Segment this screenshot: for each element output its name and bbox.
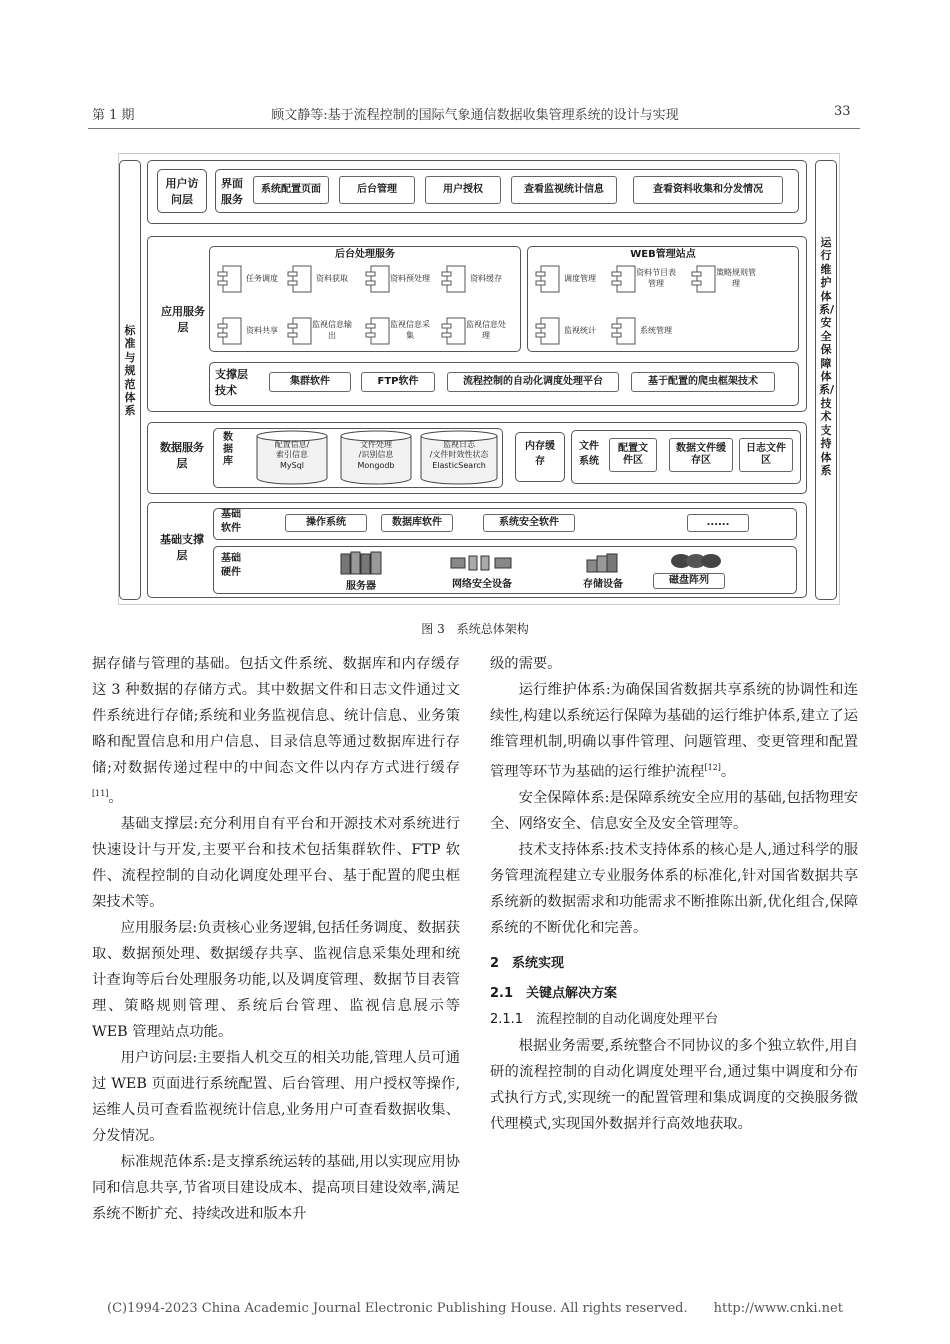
- ref-11: [11]: [92, 789, 109, 798]
- backend-component: [215, 314, 283, 348]
- backend-component-label: 监视信息处理: [466, 320, 506, 340]
- copyright-footer: (C)1994-2023 China Academic Journal Electronic Publishing House. All rights reserved. http://www.cnki.net: [107, 1301, 843, 1316]
- right-p3: 技术支持体系:技术支持体系的核心是人,通过科学的服务管理流程建立专业服务体系的标准化,针对国省数据共享系统新的数据需求和功能需求不断推陈出新,优化组合,保障系统的不断优化和完善。: [490, 841, 858, 936]
- left-p4: 用户访问层:主要指人机交互的相关功能,管理人员可通过 WEB 页面进行系统配置、后台管理、用户授权等操作,运维人员可查看监视统计信息,业务用户可查看数据收集、分发情况。: [92, 1049, 460, 1144]
- ftp-software: FTP软件: [361, 372, 435, 392]
- mysql-cylinder: [255, 430, 329, 486]
- right-column: [490, 651, 858, 1137]
- mongodb-name: Mongodb: [357, 460, 395, 470]
- backend-component-label: 资料缓存: [470, 273, 502, 283]
- support-tech-label: 支撑层技术: [215, 368, 248, 397]
- mysql-line1: 配置信息/: [274, 440, 310, 449]
- mysql-name: MySql: [279, 460, 304, 470]
- sys-config-page: 系统配置页面: [253, 176, 329, 204]
- web-component: [533, 314, 601, 348]
- mongodb-line2: /识别信息: [358, 450, 394, 460]
- ops-label: 运行维护体系/安全保障体系/技术支持体系: [819, 236, 835, 477]
- data-file-cache-area: 数据文件缓存区: [669, 438, 733, 472]
- db-software: 数据库软件: [381, 514, 453, 532]
- web-title: WEB管理站点: [630, 249, 696, 260]
- web-component-label: 监视统计: [564, 325, 596, 335]
- base-layer-label: 基础支撑层: [160, 533, 204, 562]
- right-p4: 根据业务需要,系统整合不同协议的多个独立软件,用自研的流程控制的自动化调度处理平台,通过集中调度和分布式执行方式,实现统一的配置管理和集成调度的交换服务微代理模式,实现国外数据并行高效地获取。: [490, 1037, 858, 1132]
- config-file-area: 配置文件区: [609, 438, 657, 472]
- web-component: [609, 262, 677, 296]
- es-line1: 监视日志: [443, 440, 475, 449]
- memory-cache-label: 内存缓存: [525, 441, 555, 467]
- disk-array-icon: [669, 552, 723, 570]
- right-p1: 运行维护体系:为确保国省数据共享系统的协调性和连续性,构建以系统运行保障为基础的运行维护体系,建立了运维管理机制,明确以事件管理、问题管理、变更管理和配置管理等环节为基础的运行维护流程: [490, 682, 858, 780]
- more-software: ......: [687, 514, 749, 532]
- page-number: 33: [834, 104, 851, 119]
- web-component-label: 系统管理: [640, 325, 672, 335]
- disk-array-label: 磁盘阵列: [653, 573, 725, 589]
- backend-component: [215, 262, 283, 296]
- network-device-icon: [449, 554, 515, 572]
- view-collection-status: 查看资料收集和分发情况: [633, 176, 783, 204]
- issue-number: 第 1 期: [92, 108, 135, 123]
- crawler-framework: 基于配置的爬虫框架技术: [631, 372, 775, 392]
- server-icon: [339, 550, 385, 576]
- file-system-label: 文件系统: [579, 441, 599, 467]
- backend-component: [285, 314, 353, 348]
- web-component: [689, 262, 757, 296]
- figure-caption: 图 3 系统总体架构: [421, 622, 529, 636]
- backend-component-label: 资料预处理: [390, 273, 430, 283]
- base-hardware-label: 基础硬件: [221, 553, 241, 578]
- backend-component: [363, 314, 431, 348]
- backend-component-label: 任务调度: [246, 273, 278, 283]
- left-p2: 基础支撑层:充分利用自有平台和开源技术对系统进行快速设计与开发,主要平台和技术包括集群软件、FTP 软件、流程控制的自动化调度处理平台、基于配置的爬虫框架技术等。: [92, 815, 460, 910]
- backend-component-label: 监视信息采集: [390, 320, 430, 340]
- left-p1: 据存储与管理的基础。包括文件系统、数据库和内存缓存这 3 种数据的存储方式。其中数据文件和日志文件通过文件系统进行存储;系统和业务监视信息、统计信息、业务策略和配置信息和用户信息、目录信息等通过数据库进行存储;对数据传递过程中的中间态文件以内存方式进行缓存: [92, 656, 460, 776]
- left-p3: 应用服务层:负责核心业务逻辑,包括任务调度、数据获取、数据预处理、数据缓存共享、监视信息采集处理和统计查询等后台处理服务功能,以及调度管理、数据节目表管理、策略规则管理、系统后台管理、监视信息展示等 WEB 管理站点功能。: [92, 919, 460, 1040]
- backend-title: 后台处理服务: [335, 249, 395, 260]
- web-component-label: 资料节目表管理: [636, 268, 676, 288]
- elasticsearch-cylinder: [419, 430, 499, 486]
- left-column: [92, 651, 460, 1227]
- backend-admin: 后台管理: [339, 176, 415, 204]
- base-software-label: 基础软件: [221, 509, 241, 534]
- log-file-area: 日志文件区: [739, 438, 793, 472]
- data-layer-label: 数据服务层: [160, 441, 204, 470]
- web-component: [609, 314, 677, 348]
- section-2-heading: 2 系统实现: [490, 955, 565, 971]
- ui-service-label: 界面服务: [221, 177, 243, 206]
- mongodb-line1: 文件处理: [360, 440, 392, 449]
- standards-label: 标准与规范体系: [124, 324, 136, 418]
- backend-component: [439, 314, 507, 348]
- storage-label: 存储设备: [583, 579, 623, 590]
- web-component-label: 调度管理: [564, 273, 596, 283]
- left-p5: 标准规范体系:是支撑系统运转的基础,用以实现应用协同和信息共享,节省项目建设成本、提高项目建设效率,满足系统不断扩充、持续改进和版本升: [92, 1153, 460, 1222]
- right-p2: 安全保障体系:是保障系统安全应用的基础,包括物理安全、网络安全、信息安全及安全管理等。: [490, 789, 858, 832]
- backend-component-label: 资料获取: [316, 273, 348, 283]
- section-2-1-heading: 2.1 关键点解决方案: [490, 985, 618, 1001]
- flow-control-platform: 流程控制的自动化调度处理平台: [447, 372, 619, 392]
- app-layer-label: 应用服务层: [161, 305, 205, 334]
- backend-component: [439, 262, 507, 296]
- network-device-label: 网络安全设备: [452, 579, 512, 590]
- user-auth: 用户授权: [425, 176, 501, 204]
- user-layer-label: 用户访问层: [165, 177, 199, 206]
- web-component-label: 策略规则管理: [716, 268, 756, 288]
- view-monitor-stats: 查看监视统计信息: [511, 176, 617, 204]
- ref-12: [12]: [704, 763, 721, 772]
- server-label: 服务器: [346, 581, 376, 592]
- es-name: ElasticSearch: [432, 460, 486, 470]
- header-rule: [88, 128, 860, 129]
- left-p1-end: 。: [108, 789, 123, 806]
- backend-component: [285, 262, 353, 296]
- right-p1-end: 。: [720, 763, 736, 780]
- cluster-software: 集群软件: [269, 372, 351, 392]
- os: 操作系统: [285, 514, 367, 532]
- section-2-1-1-heading: 2.1.1 流程控制的自动化调度处理平台: [490, 1011, 719, 1027]
- database-label: 数据库: [223, 432, 233, 468]
- es-line2: /文件时效性状态: [429, 450, 489, 460]
- backend-component-label: 监视信息输出: [312, 320, 352, 340]
- security-software: 系统安全软件: [483, 514, 575, 532]
- mongodb-cylinder: [339, 430, 413, 486]
- architecture-diagram: [118, 153, 840, 605]
- mysql-line2: 索引信息: [276, 450, 308, 460]
- running-title: 顾文静等:基于流程控制的国际气象通信数据收集管理系统的设计与实现: [271, 108, 679, 123]
- storage-icon: [585, 552, 619, 574]
- backend-component-label: 资料共享: [246, 325, 278, 335]
- backend-component: [363, 262, 431, 296]
- right-p0: 级的需要。: [490, 656, 562, 672]
- web-component: [533, 262, 601, 296]
